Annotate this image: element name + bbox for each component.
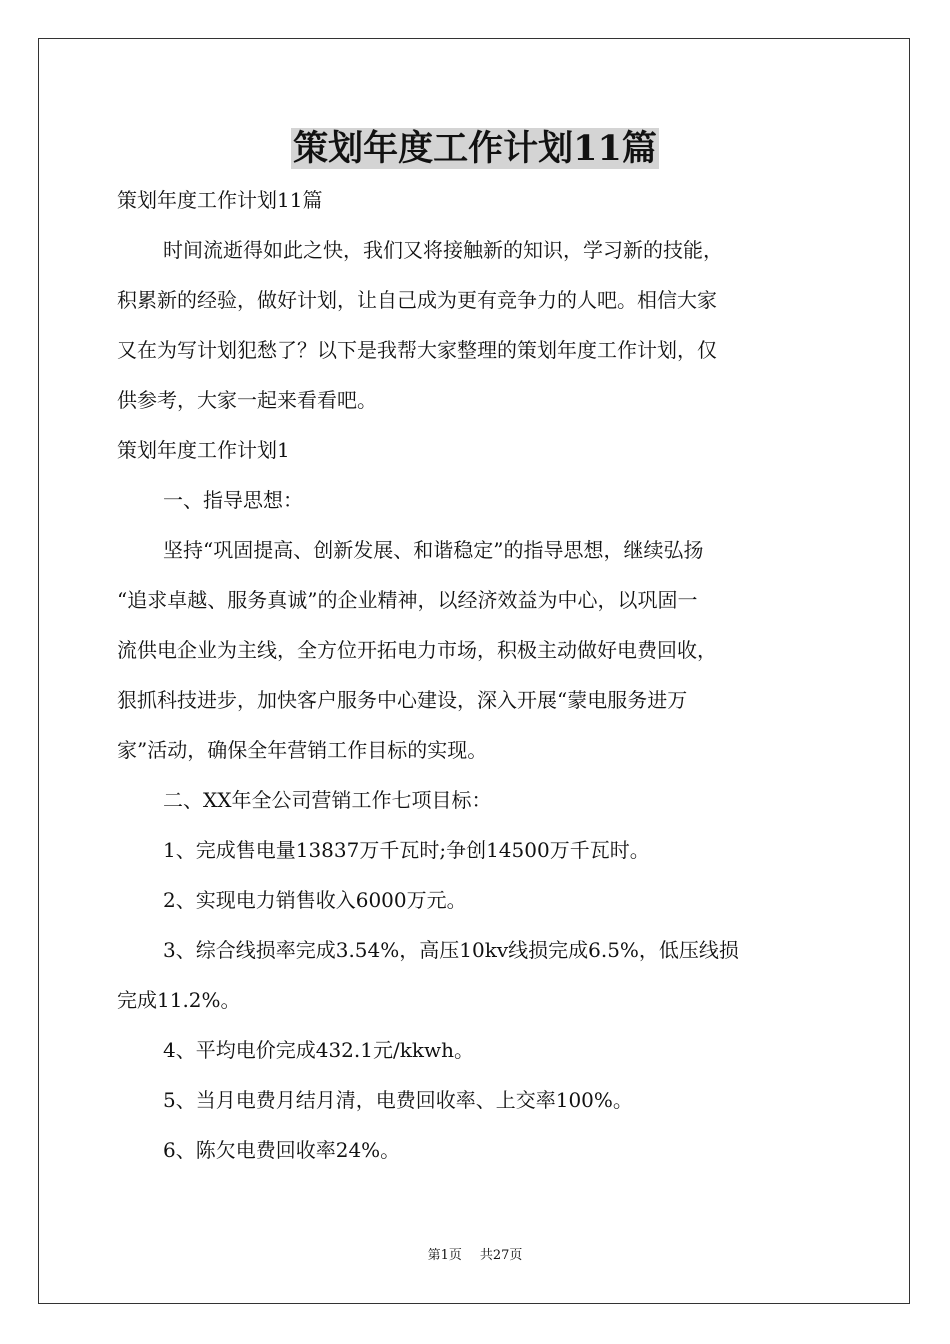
body-line: 家”活动，确保全年营销工作目标的实现。: [117, 738, 488, 762]
document-body: [117, 175, 837, 1175]
body-line: 策划年度工作计划11篇: [117, 188, 323, 212]
body-line: 供参考，大家一起来看看吧。: [117, 388, 377, 412]
section-heading: 策划年度工作计划1: [117, 438, 290, 462]
body-line: 4、平均电价完成432.1元/kkwh。: [163, 1038, 474, 1062]
body-line: “追求卓越、服务真诚”的企业精神，以经济效益为中心，以巩固一: [117, 588, 698, 612]
body-line: 又在为写计划犯愁了？以下是我帮大家整理的策划年度工作计划，仅: [117, 338, 717, 362]
document-title: [0, 127, 950, 171]
body-line: 2、实现电力销售收入6000万元。: [163, 888, 467, 912]
body-line: 一、指导思想：: [163, 488, 303, 512]
page-footer: [0, 1247, 950, 1265]
body-line: 1、完成售电量13837万千瓦时;争创14500万千瓦时。: [163, 838, 650, 862]
document-title-text: 策划年度工作计划11篇: [293, 128, 657, 169]
body-line: 坚持“巩固提高、创新发展、和谐稳定”的指导思想，继续弘扬: [163, 538, 704, 562]
body-line: 3、综合线损率完成3.54%，高压10kv线损完成6.5%，低压线损: [163, 938, 739, 962]
body-line: 完成11.2%。: [117, 988, 241, 1012]
page-number: 第1页: [427, 1248, 462, 1263]
body-line: 狠抓科技进步，加快客户服务中心建设，深入开展“蒙电服务进万: [117, 688, 688, 712]
body-line: 5、当月电费月结月清，电费回收率、上交率100%。: [163, 1088, 633, 1112]
body-line: 流供电企业为主线，全方位开拓电力市场，积极主动做好电费回收，: [117, 638, 717, 662]
body-line: 6、陈欠电费回收率24%。: [163, 1138, 401, 1162]
body-line: 二、XX年全公司营销工作七项目标：: [163, 788, 492, 812]
body-line: 积累新的经验，做好计划，让自己成为更有竞争力的人吧。相信大家: [117, 288, 717, 312]
page-total: 共27页: [479, 1248, 523, 1263]
body-line: 时间流逝得如此之快，我们又将接触新的知识，学习新的技能，: [163, 238, 723, 262]
